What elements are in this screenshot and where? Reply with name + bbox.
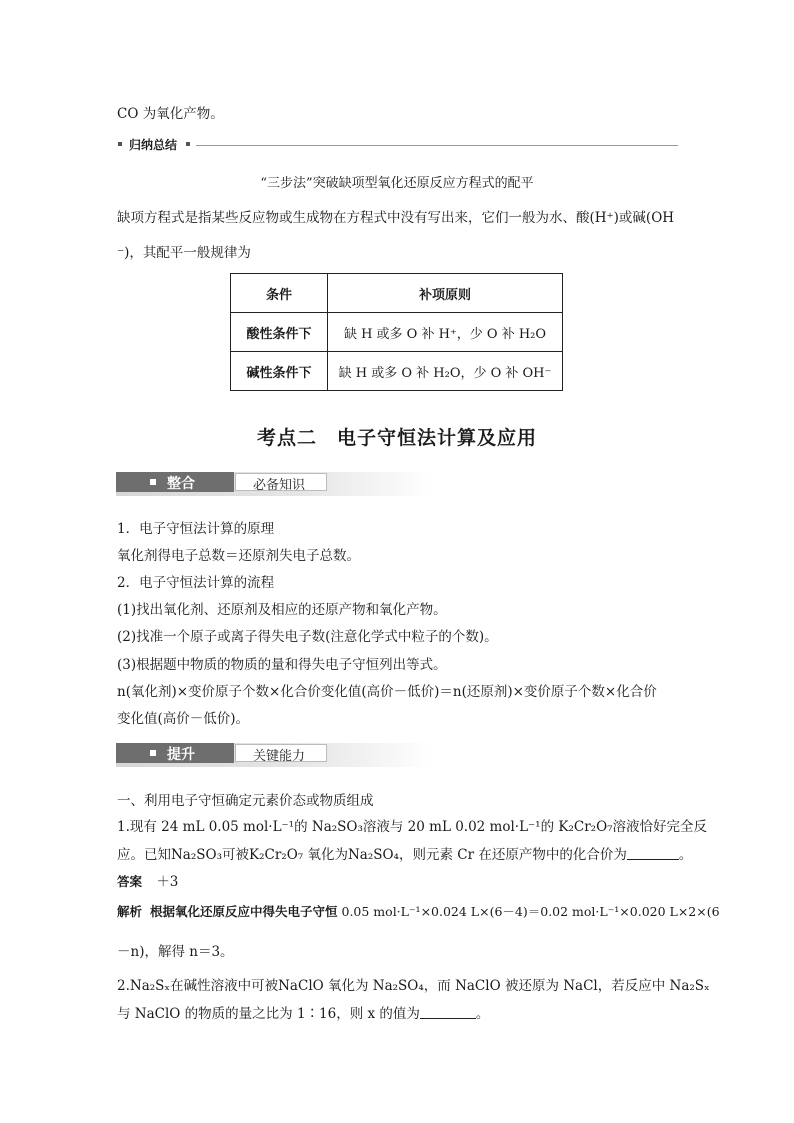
- square-icon: [150, 479, 156, 485]
- answer-label: 答案: [117, 874, 143, 889]
- answer-value: ＋3: [156, 874, 179, 890]
- table-cell: 酸性条件下: [231, 313, 328, 352]
- formula-line-1: n(氧化剂)×变价原子个数×化合价变化值(高价－低价)＝n(还原剂)×变价原子个数×化合价: [117, 684, 657, 700]
- table-cell: 缺 H 或多 O 补 H⁺，少 O 补 H₂O: [328, 313, 563, 352]
- knowledge-step-2: (2)找准一个原子或离子得失电子数(注意化学式中粒子的个数)。: [117, 629, 498, 645]
- banner-sub-label: 必备知识: [253, 478, 306, 493]
- analysis-line2: －n)，解得 n＝3。: [117, 944, 234, 960]
- knowledge-heading-1: 1．电子守恒法计算的原理: [117, 521, 275, 537]
- bullet-icon: [118, 142, 122, 146]
- bullet-icon: [186, 142, 190, 146]
- table-header-row: [231, 274, 563, 313]
- knowledge-step-3: (3)根据题中物质的物质的量和得失电子守恒列出等式。: [117, 657, 447, 673]
- summary-title: “三步法”突破缺项型氧化还原反应方程式的配平: [260, 176, 534, 191]
- square-icon: [150, 750, 156, 756]
- summary-para-line2: ⁻)，其配平一般规律为: [117, 245, 251, 261]
- knowledge-step-1: (1)找出氧化剂、还原剂及相应的还原产物和氧化产物。: [117, 602, 447, 618]
- analysis-formula: 0.05 mol·L⁻¹×0.024 L×(6－4)＝0.02 mol·L⁻¹×0.020 L×2×(6: [337, 904, 720, 919]
- analysis-line1: [117, 902, 720, 920]
- knowledge-para-1: 氧化剂得电子总数＝还原剂失电子总数。: [117, 548, 360, 564]
- banner-main-label: 提升: [167, 747, 195, 763]
- knowledge-heading-2: 2．电子守恒法计算的流程: [117, 575, 275, 591]
- table-cell: 缺 H 或多 O 补 H₂O，少 O 补 OH⁻: [328, 352, 563, 391]
- summary-para-line1: 缺项方程式是指某些反应物或生成物在方程式中没有写出来，它们一般为水、酸(H⁺)或碱(OH: [117, 210, 675, 226]
- question-1-line2: 应。已知Na₂SO₃可被K₂Cr₂O₇ 氧化为Na₂SO₄，则元素 Cr 在还原产物中的化合价为 。: [117, 847, 693, 863]
- summary-label: 归纳总结: [129, 138, 178, 152]
- banner-improve: [116, 743, 432, 767]
- banner-sub-label: 关键能力: [253, 749, 306, 764]
- question-1-line1: 1.现有 24 mL 0.05 mol·L⁻¹的 Na₂SO₃溶液与 20 mL 0.02 mol·L⁻¹的 K₂Cr₂O₇溶液恰好完全反: [117, 819, 708, 835]
- table-cell: 碱性条件下: [231, 352, 328, 391]
- table-header-cell: 条件: [231, 274, 328, 313]
- intro-line: CO 为氧化产物。: [117, 106, 224, 122]
- answer-blank[interactable]: [627, 846, 679, 860]
- practice-heading: 一、利用电子守恒确定元素价态或物质组成: [117, 793, 374, 809]
- summary-header: [116, 138, 678, 152]
- rules-table: [230, 273, 563, 391]
- question-2-text: 与 NaClO 的物质的量之比为 1∶16，则 x 的值为: [117, 1006, 420, 1022]
- formula-line-2: 变化值(高价－低价)。: [117, 711, 250, 727]
- table-row: [231, 352, 563, 391]
- section-title: 考点二 电子守恒法计算及应用: [256, 427, 537, 449]
- question-1-text: 应。已知Na₂SO₃可被K₂Cr₂O₇ 氧化为Na₂SO₄，则元素 Cr 在还原产物中的化合价为: [117, 847, 627, 863]
- question-2-line1: 2.Na₂Sₓ在碱性溶液中可被NaClO 氧化为 Na₂SO₄，而 NaClO 被还原为 NaCl，若反应中 Na₂Sₓ: [117, 978, 710, 994]
- analysis-bold-text: 根据氧化还原反应中得失电子守恒: [150, 904, 338, 919]
- banner-integrate: [116, 472, 432, 496]
- table-header-cell: 补项原则: [328, 274, 563, 313]
- divider: [196, 145, 678, 146]
- banner-main-label: 整合: [167, 476, 195, 492]
- answer-blank[interactable]: [420, 1005, 476, 1019]
- table-row: [231, 313, 563, 352]
- question-2-line2: 与 NaClO 的物质的量之比为 1∶16，则 x 的值为 。: [117, 1006, 490, 1022]
- analysis-label: 解析: [117, 904, 143, 919]
- answer-line: [117, 870, 178, 890]
